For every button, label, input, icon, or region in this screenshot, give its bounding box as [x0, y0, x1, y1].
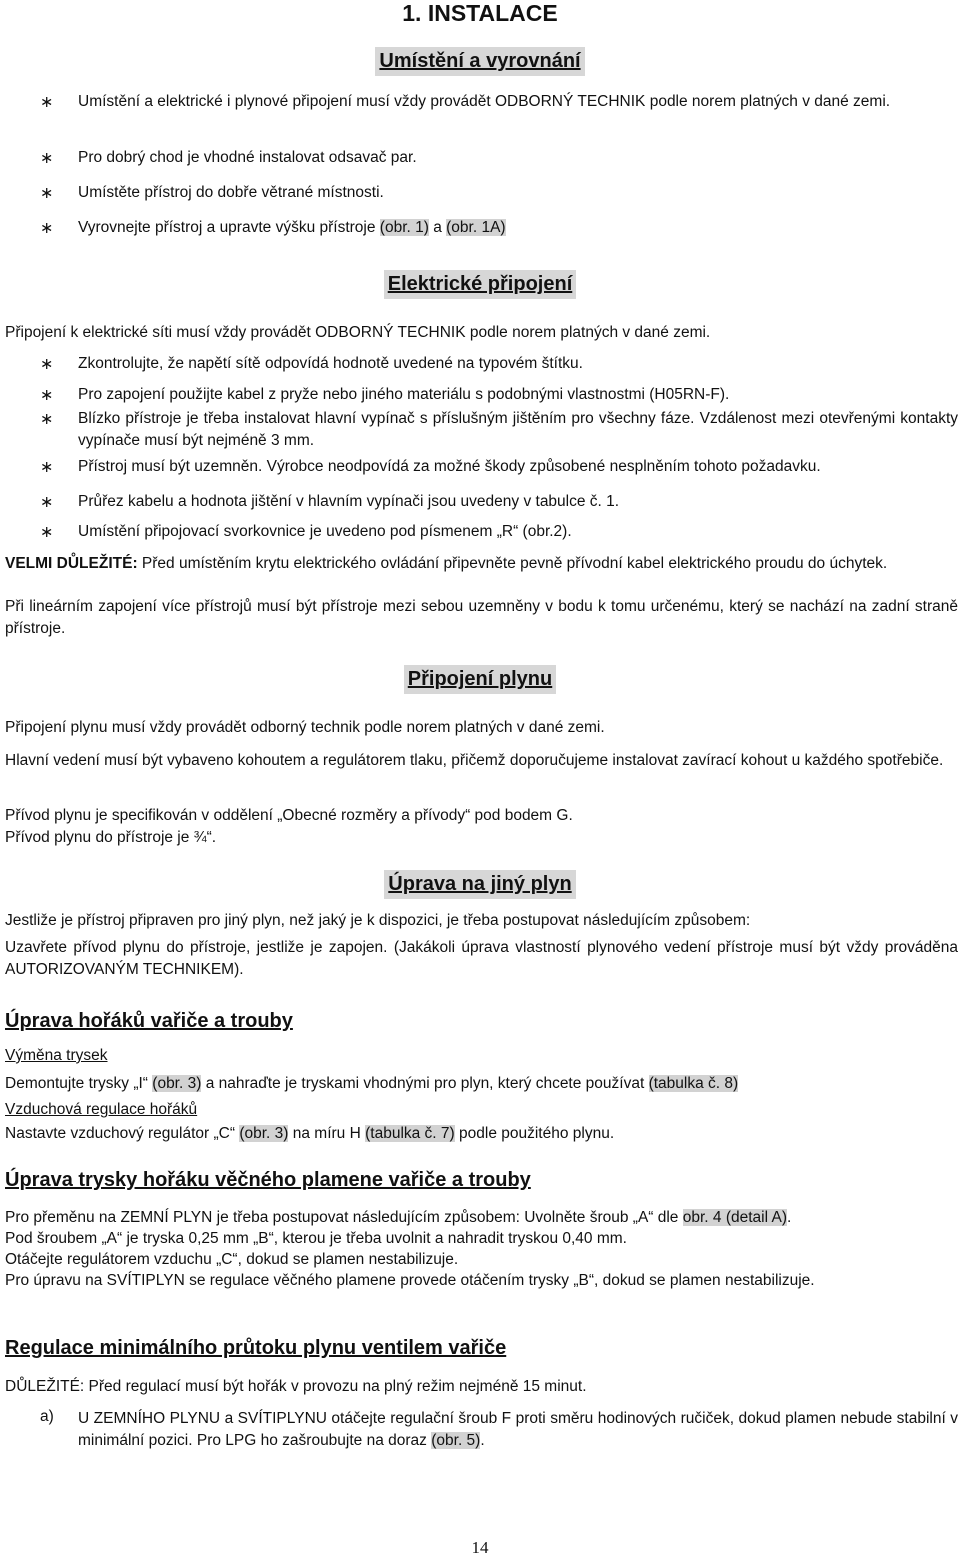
bullet-icon: ∗ [40, 459, 54, 476]
heading-burners: Úprava hořáků vařiče a trouby [5, 1010, 293, 1032]
electric-bullet-3: Blízko přístroje je třeba instalovat hlavní vypínač s příslušným jištěním pro všechny fáze. Vzdálenost mezi otevřenými kontakty vypínače musí být nejméně 3 mm. [78, 410, 958, 449]
heading-electric: Elektrické připojení [0, 273, 960, 296]
electric-intro: Připojení k elektrické síti musí vždy provádět ODBORNÝ TECHNIK podle norem platných v dané zemi. [5, 324, 711, 341]
heading-pilot: Úprava trysky hořáku věčného plamene vařiče a trouby [5, 1169, 531, 1191]
electric-bullet-4: Přístroj musí být uzemněn. Výrobce neodpovídá za možné škody způsobené nesplněním tohoto požadavku. [78, 458, 821, 475]
burners-line-1: Demontujte trysky „I“ (obr. 3) a nahraďte je tryskami vhodnými pro plyn, který chcete používat (tabulka č. 8) [5, 1075, 739, 1092]
bullet-icon: ∗ [40, 356, 54, 373]
electric-linear: Při lineárním zapojení více přístrojů musí být přístroje mezi sebou uzemněny v bodu k tomu určenému, který se nachází na zadní straně přístroje. [5, 598, 958, 637]
bullet-icon: ∗ [40, 494, 54, 511]
placement-bullet-1: Umístění a elektrické i plynové připojení musí vždy provádět ODBORNÝ TECHNIK podle norem platných v dané zemi. [78, 93, 891, 110]
gas-p1: Připojení plynu musí vždy provádět odborný technik podle norem platných v dané zemi. [5, 719, 605, 736]
electric-bullet-6: Umístění připojovací svorkovnice je uvedeno pod písmenem „R“ (obr.2). [78, 523, 572, 540]
sub-nozzle-replacement: Výměna trysek [5, 1047, 108, 1064]
bullet-icon: ∗ [40, 411, 54, 428]
minflow-important: DŮLEŽITÉ: Před regulací musí být hořák v provozu na plný režim nejméně 15 minut. [5, 1378, 587, 1395]
conversion-p1: Jestliže je přístroj připraven pro jiný plyn, než jaký je k dispozici, je třeba postupovat následujícím způsobem: [5, 912, 751, 929]
electric-bullet-2: Pro zapojení použijte kabel z pryže nebo jiného materiálu s podobnými vlastnostmi (H05RN-F). [78, 386, 730, 403]
figure-ref: (obr. 1A) [446, 219, 506, 236]
figure-ref: (obr. 1) [379, 219, 429, 236]
pilot-line-2: Pod šroubem „A“ je tryska 0,25 mm „B“, kterou je třeba uvolnit a nahradit tryskou 0,40 mm. [5, 1230, 627, 1247]
pilot-line-3: Otáčejte regulátorem vzduchu „C“, dokud se plamen nestabilizuje. [5, 1251, 459, 1268]
gas-p3b: Přívod plynu do přístroje je ¾“. [5, 829, 217, 846]
figure-ref: (obr. 5) [431, 1432, 481, 1449]
page-title: 1. INSTALACE [402, 0, 558, 26]
heading-gas: Připojení plynu [0, 668, 960, 691]
placement-bullet-2: Pro dobrý chod je vhodné instalovat odsavač par. [78, 149, 417, 166]
figure-ref: (obr. 3) [152, 1075, 202, 1092]
gas-p2: Hlavní vedení musí být vybaveno kohoutem a regulátorem tlaku, přičemž doporučujeme instalovat zavírací kohout u každého spotřebiče. [5, 752, 944, 769]
placement-bullet-4: Vyrovnejte přístroj a upravte výšku přístroje (obr. 1) a (obr. 1A) [78, 219, 506, 236]
bullet-icon: ∗ [40, 387, 54, 404]
bullet-icon: ∗ [40, 94, 54, 111]
sub-air-regulation: Vzduchová regulace hořáků [5, 1101, 198, 1118]
gas-p3a: Přívod plynu je specifikován v oddělení „Obecné rozměry a přívody“ pod bodem G. [5, 807, 573, 824]
bullet-icon: ∗ [40, 220, 54, 237]
page-number: 14 [471, 1538, 489, 1557]
electric-bullet-1: Zkontrolujte, že napětí sítě odpovídá hodnotě uvedené na typovém štítku. [78, 355, 583, 372]
bullet-icon: ∗ [40, 185, 54, 202]
table-ref: (tabulka č. 8) [648, 1075, 739, 1092]
heading-placement: Umístění a vyrovnání [0, 50, 960, 73]
pilot-line-4: Pro úpravu na SVÍTIPLYN se regulace věčného plamene provede otáčením trysky „B“, dokud se plamen nestabilizuje. [5, 1272, 815, 1289]
heading-conversion: Úprava na jiný plyn [0, 873, 960, 896]
electric-bullet-5: Průřez kabelu a hodnota jištění v hlavním vypínači jsou uvedeny v tabulce č. 1. [78, 493, 620, 510]
figure-ref: obr. 4 (detail A) [682, 1209, 788, 1226]
list-marker-a: a) [40, 1408, 54, 1425]
figure-ref: (obr. 3) [239, 1125, 289, 1142]
electric-important: VELMI DŮLEŽITÉ: Před umístěním krytu elektrického ovládání připevněte pevně přívodní kabel elektrického proudu do úchytek. [5, 555, 888, 572]
bullet-icon: ∗ [40, 524, 54, 541]
heading-minflow: Regulace minimálního průtoku plynu ventilem vařiče [5, 1337, 507, 1359]
table-ref: (tabulka č. 7) [365, 1125, 455, 1142]
placement-bullet-3: Umístěte přístroj do dobře větrané místnosti. [78, 184, 384, 201]
minflow-item-a: U ZEMNÍHO PLYNU a SVÍTIPLYNU otáčejte regulační šroub F proti směru hodinových ručiček, dokud plamen nebude stabilní v minimální pozici. Pro LPG ho zašroubujte na doraz (obr. 5). [78, 1410, 958, 1449]
conversion-p2: Uzavřete přívod plynu do přístroje, jestliže je zapojen. (Jakákoli úprava vlastností plynového vedení přístroje musí být vždy prováděna AUTORIZOVANÝM TECHNIKEM). [5, 939, 958, 978]
bullet-icon: ∗ [40, 150, 54, 167]
burners-line-2: Nastavte vzduchový regulátor „C“ (obr. 3) na míru H (tabulka č. 7) podle použitého plynu. [5, 1125, 615, 1142]
pilot-line-1: Pro přeměnu na ZEMNÍ PLYN je třeba postupovat následujícím způsobem: Uvolněte šroub „A“ dle obr. 4 (detail A). [5, 1209, 792, 1226]
